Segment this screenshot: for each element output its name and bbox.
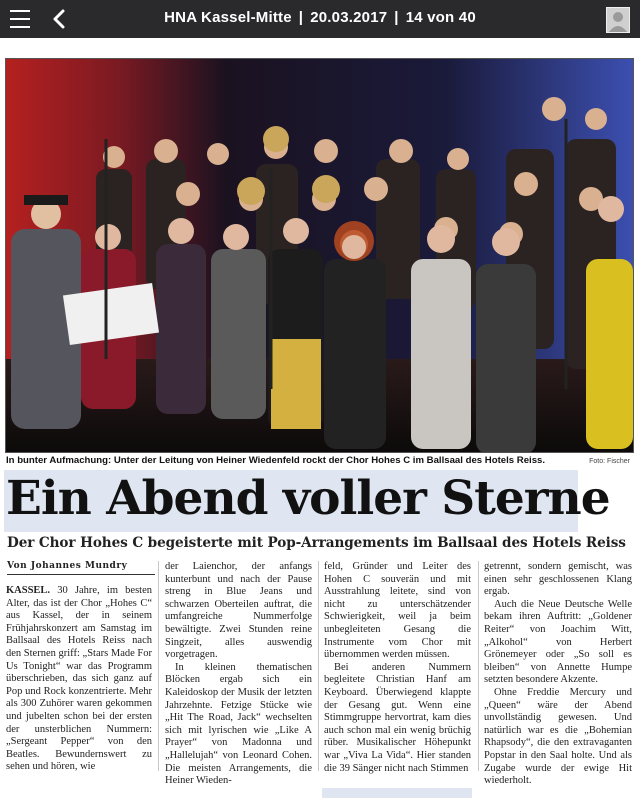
byline-divider bbox=[7, 574, 155, 575]
app-top-bar bbox=[0, 0, 640, 38]
next-article-teaser bbox=[322, 788, 472, 798]
article-byline: Von Johannes Mundry bbox=[7, 561, 128, 571]
article-photo bbox=[5, 58, 634, 453]
article-column-1 bbox=[6, 585, 152, 774]
paragraph: Auch die Neue Deutsche Welle bekam ihren Auftritt: „Goldener Reiter“ von Joachim Witt, „Alkohol“ von Herbert Grönemeyer oder „So soll es bleiben“ von Annette Humpe setzten besondere Akzente. bbox=[484, 598, 632, 686]
title-separator: | bbox=[298, 9, 304, 26]
article-column-4 bbox=[484, 561, 632, 788]
paragraph: Ohne Freddie Mercury und „Queen“ wäre der Abend unvollständig gewesen. Und natürlich war es die „Bohemian Rhapsody“, die den extravaganten Popstar in den Saal holte. Und als Zugabe wurde der ewige Hit wiederholt. bbox=[484, 686, 632, 787]
issue-title bbox=[0, 9, 640, 26]
article-headline: Ein Abend voller Sterne bbox=[6, 471, 610, 526]
issue-date: 20.03.2017 bbox=[310, 9, 388, 26]
paragraph: feld, Gründer und Leiter des Hohen C souverän und mit Ausstrahlung leitete, sind von nicht zu unterschätzender Schwierigkeit, weil ja beim unbegleiteten Gesang die Instrumente vom Chor mit übernommen werden müssen. bbox=[324, 561, 471, 661]
dateline: KASSEL. bbox=[6, 585, 51, 596]
column-divider bbox=[318, 561, 319, 771]
paragraph: 30 Jahre, im besten Alter, das ist der Chor „Hohes C“ aus Kassel, der in seinem Frühjahrskonzert am Samstag im Ballsaal des Hotels Reiss nach den Sternen griff: „Stars Made For Us Tonight“ war das Programm überschrieben, das sich ganz auf Pop und Rock konzentrierte. Mehr als 300 Zuhörer waren gekommen und jubelten schon bei der ersten der unsterblichen Nummern: „Sergeant Pepper“ von den Beatles. Bewundernswert zu sehen und hören, wie bbox=[6, 585, 152, 773]
user-avatar-icon[interactable] bbox=[606, 7, 630, 33]
page-indicator: 14 von 40 bbox=[405, 9, 476, 26]
paragraph: getrennt, sondern gemischt, was einen sehr geschlossenen Klang ergab. bbox=[484, 561, 632, 598]
article-column-3 bbox=[324, 561, 471, 775]
paragraph: In kleinen thematischen Blöcken ergab sich ein Kaleidoskop der Musik der letzten Jahrzehnte. Fetzige Stücke wie „Hit The Road, Jack“ wechselten sich mit lyrischen wie „Like A Prayer“ von Madonna und „Hallelujah“ von Leonard Cohen. Die meisten Arrangements, die Heiner Wieden- bbox=[165, 661, 312, 787]
title-separator: | bbox=[394, 9, 399, 26]
column-divider bbox=[478, 561, 479, 771]
publication-name: HNA Kassel-Mitte bbox=[164, 9, 292, 26]
photo-caption: In bunter Aufmachung: Unter der Leitung von Heiner Wiedenfeld rockt der Chor Hohes C im Ballsaal des Hotels Reiss. bbox=[6, 455, 546, 466]
column-divider bbox=[158, 561, 159, 771]
photo-credit: Foto: Fischer bbox=[589, 458, 630, 465]
paragraph: der Laienchor, der anfangs kunterbunt und nach der Pause streng in Blue Jeans und schwarzen Oberteilen auftrat, die umfangreiche Nummerfolge bewältigte. Zwei Stunden reine Singzeit, alles auswendig vorgetragen. bbox=[165, 561, 312, 661]
article-column-2 bbox=[165, 561, 312, 788]
paragraph: Bei anderen Nummern begleitete Christian Hanf am Keyboard. Überwiegend klappte der Gesang gut. Wenn eine Stimmgruppe hervortrat, kam dies auch schon mal ein wenig brüchig rüber. Musikalischer Höhepunkt war „Viva La Vida“. Hier standen die 39 Sänger nicht nach Stimmen bbox=[324, 661, 471, 774]
article-subheadline: Der Chor Hohes C begeisterte mit Pop-Arrangements im Ballsaal des Hotels Reiss bbox=[7, 535, 626, 551]
